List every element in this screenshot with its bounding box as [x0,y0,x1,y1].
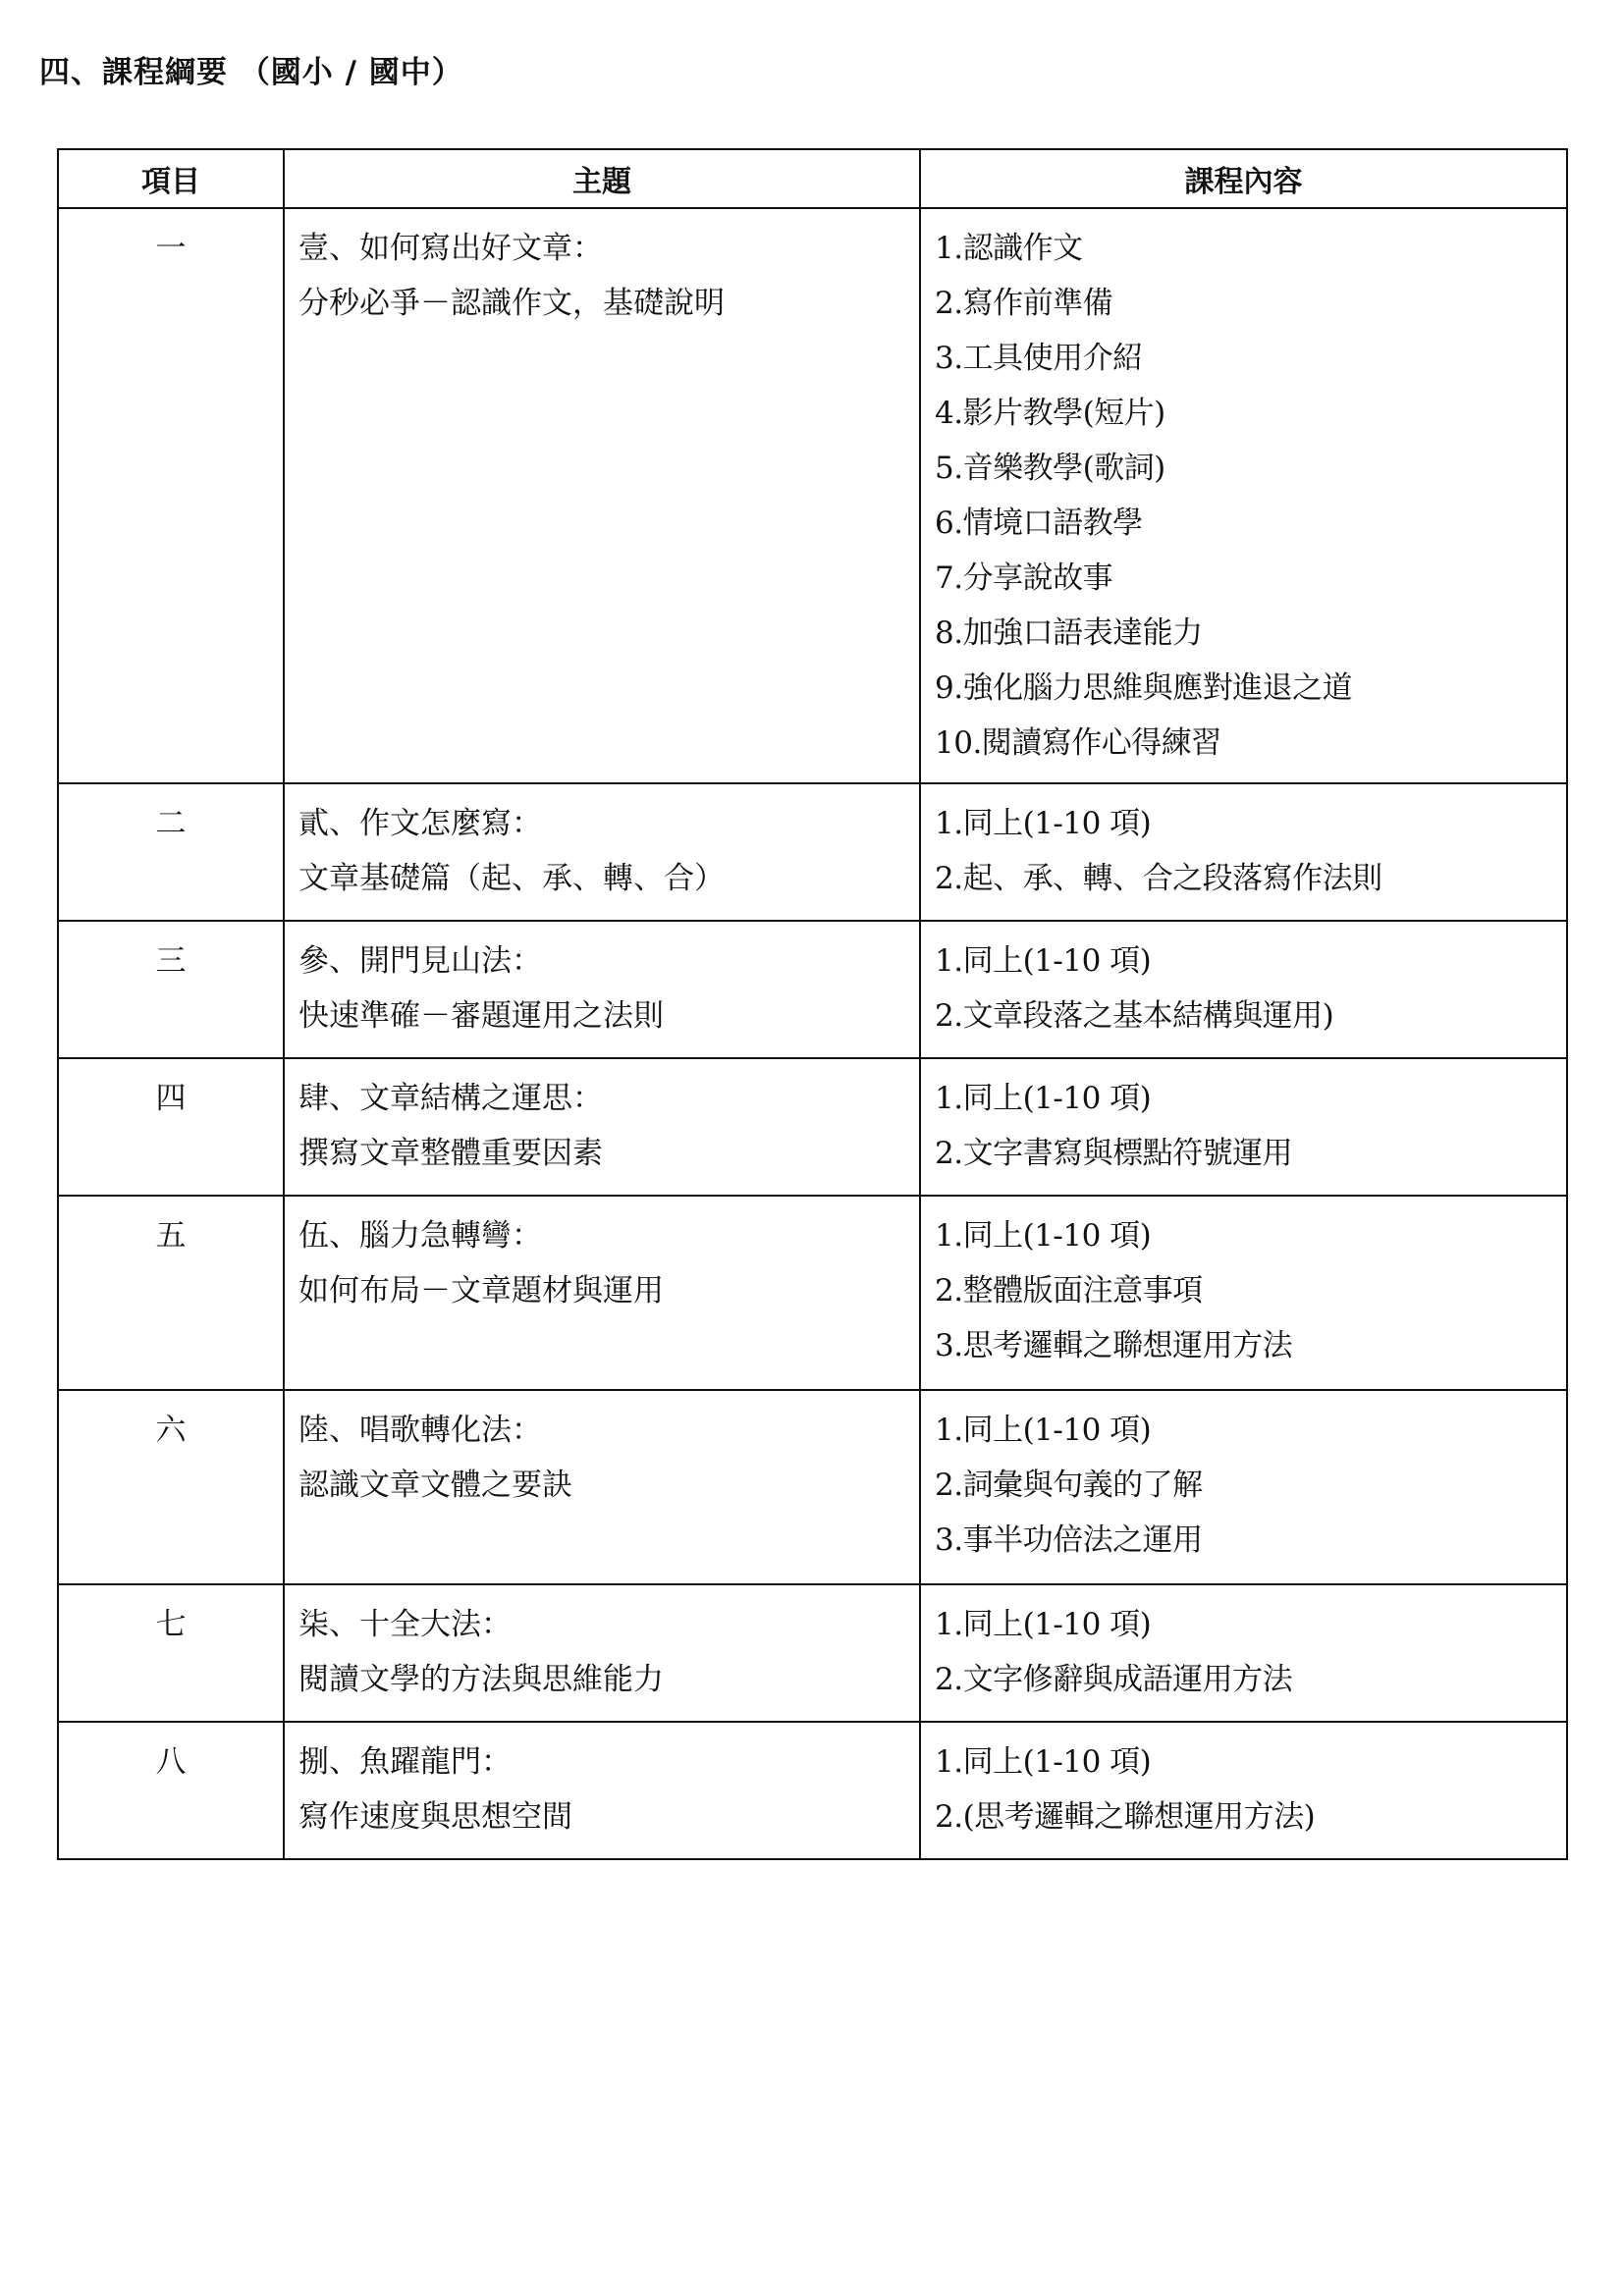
topic-subtitle: 快速準確－審題運用之法則 [298,998,664,1034]
table-row [58,1584,1567,1722]
row-item-number: 六 [58,1390,284,1584]
table-row [58,1058,1567,1196]
topic-title: 肆、文章結構之運思： [298,1081,603,1116]
topic-title: 伍、腦力急轉彎： [298,1218,542,1254]
content-line: 2.文字書寫與標點符號運用 [935,1136,1293,1171]
header-content: 課程內容 [920,149,1567,208]
table-row [58,921,1567,1058]
row-item-number: 四 [58,1058,284,1196]
content-line: 8.加強口語表達能力 [935,615,1203,651]
row-content [920,1584,1567,1722]
topic-title: 壹、如何寫出好文章： [298,231,603,266]
content-line: 4.影片教學(短片) [935,396,1165,431]
content-line: 2.起、承、轉、合之段落寫作法則 [935,861,1382,896]
content-line: 3.事半功倍法之運用 [935,1522,1203,1558]
content-line: 1.同上(1-10 項) [935,806,1152,841]
topic-title: 參、開門見山法： [298,943,542,979]
topic-subtitle: 閱讀文學的方法與思維能力 [298,1662,664,1697]
table-header-row [58,149,1567,208]
content-line: 1.同上(1-10 項) [935,1607,1152,1642]
content-line: 6.情境口語教學 [935,506,1143,541]
content-line: 10.閱讀寫作心得練習 [935,725,1221,761]
row-item-number: 一 [58,208,284,783]
content-line: 1.同上(1-10 項) [935,1413,1152,1448]
content-line: 3.思考邏輯之聯想運用方法 [935,1328,1293,1363]
row-item-number: 二 [58,783,284,921]
row-topic [284,1584,920,1722]
content-line: 9.強化腦力思維與應對進退之道 [935,670,1353,706]
topic-subtitle: 寫作速度與思想空間 [298,1799,572,1835]
row-content [920,208,1567,783]
row-topic [284,921,920,1058]
content-line: 2.(思考邏輯之聯想運用方法) [935,1799,1316,1835]
content-line: 5.音樂教學(歌詞) [935,451,1165,486]
row-topic [284,208,920,783]
header-topic: 主題 [284,149,920,208]
topic-subtitle: 撰寫文章整體重要因素 [298,1136,603,1171]
course-outline-table [57,148,1568,1860]
content-line: 1.同上(1-10 項) [935,943,1152,979]
content-line: 2.詞彙與句義的了解 [935,1468,1203,1503]
table-row [58,1722,1567,1859]
row-topic [284,1390,920,1584]
topic-subtitle: 文章基礎篇（起、承、轉、合） [298,861,725,896]
row-topic [284,1722,920,1859]
topic-title: 柒、十全大法： [298,1607,512,1642]
content-line: 2.整體版面注意事項 [935,1273,1203,1308]
header-item: 項目 [58,149,284,208]
content-line: 3.工具使用介紹 [935,341,1143,376]
row-content [920,783,1567,921]
content-line: 7.分享說故事 [935,561,1113,596]
topic-subtitle: 分秒必爭－認識作文，基礎說明 [298,286,725,321]
page-heading: 四、課程綱要 （國小 / 國中） [39,55,463,90]
row-topic [284,1058,920,1196]
topic-title: 陸、唱歌轉化法： [298,1413,542,1448]
table-row [58,783,1567,921]
row-content [920,1196,1567,1390]
topic-title: 捌、魚躍龍門： [298,1744,512,1780]
topic-subtitle: 認識文章文體之要訣 [298,1468,572,1503]
table-row [58,1196,1567,1390]
content-line: 1.同上(1-10 項) [935,1218,1152,1254]
table-row [58,1390,1567,1584]
content-line: 1.認識作文 [935,231,1083,266]
row-content [920,1058,1567,1196]
row-content [920,1722,1567,1859]
row-item-number: 八 [58,1722,284,1859]
table-row [58,208,1567,783]
row-topic [284,1196,920,1390]
row-topic [284,783,920,921]
content-line: 1.同上(1-10 項) [935,1081,1152,1116]
topic-title: 貳、作文怎麼寫： [298,806,542,841]
row-item-number: 三 [58,921,284,1058]
content-line: 2.寫作前準備 [935,286,1113,321]
row-item-number: 五 [58,1196,284,1390]
content-line: 1.同上(1-10 項) [935,1744,1152,1780]
topic-subtitle: 如何布局－文章題材與運用 [298,1273,664,1308]
content-line: 2.文章段落之基本結構與運用) [935,998,1334,1034]
row-content [920,921,1567,1058]
row-item-number: 七 [58,1584,284,1722]
content-line: 2.文字修辭與成語運用方法 [935,1662,1293,1697]
row-content [920,1390,1567,1584]
